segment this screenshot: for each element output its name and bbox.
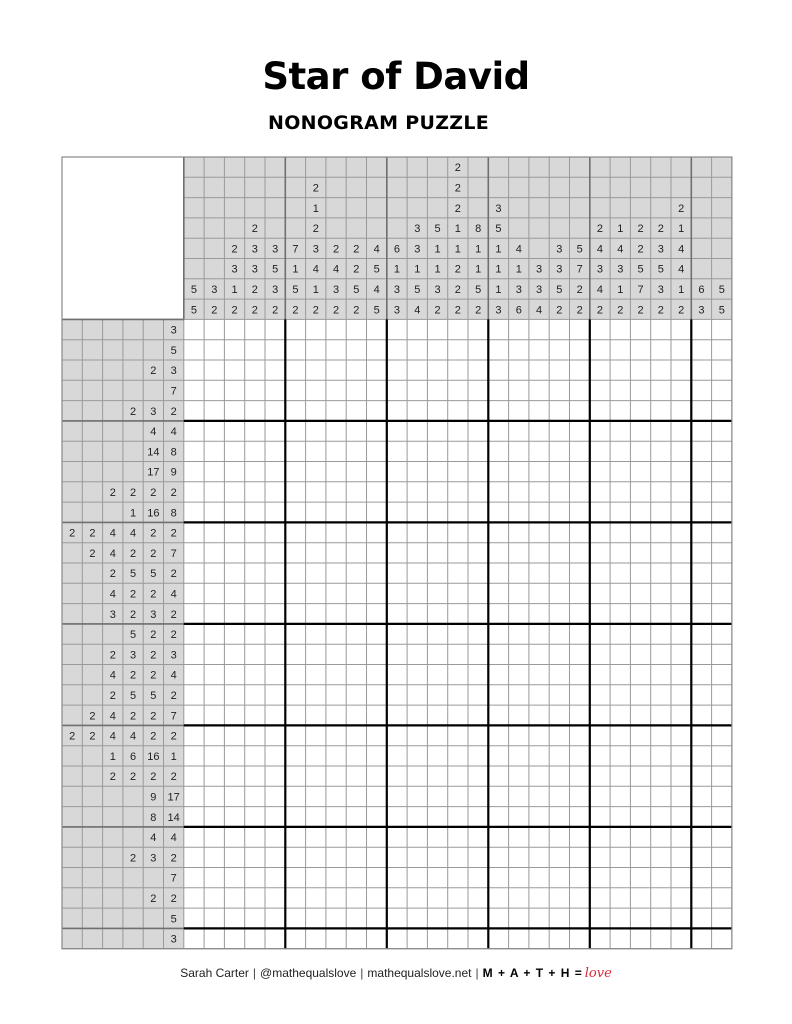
column-clue-number: 2 — [637, 223, 644, 236]
row-clue-number: 2 — [150, 629, 157, 642]
column-clue-number: 2 — [231, 243, 238, 256]
column-clue-number: 5 — [657, 263, 664, 276]
row-clue-number: 2 — [170, 608, 177, 621]
row-clue-number: 16 — [147, 750, 160, 763]
row-clue-number: 8 — [170, 507, 177, 520]
row-clue-number: 4 — [109, 547, 116, 560]
column-clue-number: 4 — [596, 283, 604, 296]
column-clue-number: 6 — [393, 243, 401, 256]
column-clue-number: 2 — [454, 283, 461, 296]
row-clue-number: 5 — [150, 689, 157, 702]
row-clue-number: 17 — [167, 791, 180, 804]
row-clue-number: 2 — [150, 365, 157, 378]
column-clue-number: 3 — [272, 283, 279, 296]
row-clue-number: 2 — [170, 730, 177, 743]
column-clue-number: 2 — [353, 263, 360, 276]
row-clue-number: 2 — [109, 771, 116, 784]
column-clue-number: 1 — [414, 263, 421, 276]
column-clue-number: 1 — [434, 263, 441, 276]
column-clue-number: 7 — [292, 243, 299, 256]
row-clue-number: 1 — [129, 507, 137, 520]
column-clue-number: 3 — [332, 283, 340, 296]
column-clue-number: 1 — [393, 263, 401, 276]
footer-brand-text: M + A + T + H = — [482, 966, 583, 980]
column-clue-number: 4 — [332, 263, 340, 276]
page-subtitle: NONOGRAM PUZZLE — [268, 112, 490, 134]
row-clue-number: 2 — [150, 588, 157, 601]
column-clue-number: 5 — [718, 304, 725, 317]
row-clue-number: 2 — [109, 486, 116, 499]
column-clue-number: 2 — [596, 304, 604, 317]
row-clue-number: 2 — [170, 771, 177, 784]
row-clue-number: 2 — [129, 486, 137, 499]
column-clue-number: 4 — [312, 263, 319, 276]
column-clue-number: 2 — [637, 304, 644, 317]
column-clue-number: 2 — [596, 223, 604, 236]
column-clue-number: 8 — [475, 223, 482, 236]
column-clue-number: 3 — [556, 263, 563, 276]
row-clue-number: 14 — [167, 811, 180, 824]
column-clue-number: 7 — [637, 283, 644, 296]
column-clue-number: 2 — [353, 243, 360, 256]
footer: Sarah Carter | @mathequalslove | mathequalslove.net | M + A + T + H = love — [180, 966, 612, 981]
row-clue-number: 1 — [109, 750, 116, 763]
column-clue-number: 1 — [231, 283, 238, 296]
column-clue-number: 5 — [190, 304, 198, 317]
row-clue-number: 2 — [150, 527, 157, 540]
row-clue-number: 2 — [150, 892, 157, 905]
row-clue-number: 4 — [170, 426, 177, 439]
column-clue-number: 2 — [332, 243, 340, 256]
row-clue-number: 14 — [147, 446, 160, 459]
row-clue-number: 2 — [150, 649, 157, 662]
column-clue-number: 1 — [515, 263, 522, 276]
column-clue-number: 5 — [556, 283, 563, 296]
row-clue-number: 2 — [170, 689, 177, 702]
column-clue-number: 1 — [617, 283, 624, 296]
column-clue-number: 3 — [495, 304, 502, 317]
column-clue-number: 5 — [272, 263, 279, 276]
row-clue-number: 5 — [170, 344, 177, 357]
row-clue-number: 6 — [129, 750, 137, 763]
corner-blank-cell — [62, 157, 184, 319]
column-clue-number: 2 — [292, 304, 299, 317]
row-clue-number: 7 — [170, 710, 177, 723]
row-clue-number: 4 — [109, 527, 116, 540]
row-clue-number: 5 — [150, 568, 157, 581]
column-clue-number: 3 — [414, 223, 421, 236]
row-clue-number: 7 — [170, 547, 177, 560]
column-clue-number: 3 — [556, 243, 563, 256]
column-clue-number: 5 — [576, 243, 583, 256]
row-clue-number: 3 — [170, 933, 177, 946]
column-clue-number: 2 — [353, 304, 360, 317]
column-clue-number: 2 — [312, 304, 319, 317]
column-clue-number: 4 — [515, 243, 522, 256]
column-clue-number: 2 — [657, 304, 664, 317]
column-clue-number: 2 — [576, 283, 583, 296]
column-clue-number: 1 — [312, 283, 319, 296]
column-clue-number: 1 — [434, 243, 441, 256]
row-clue-number: 4 — [109, 730, 116, 743]
row-clue-number: 2 — [89, 547, 96, 560]
row-clue-number: 8 — [150, 811, 157, 824]
row-clue-number: 2 — [69, 730, 76, 743]
column-clue-number: 3 — [434, 283, 441, 296]
row-clue-number: 3 — [109, 608, 116, 621]
footer-brand-love: love — [584, 966, 612, 981]
row-clue-number: 2 — [170, 405, 177, 418]
row-clue-number: 16 — [147, 507, 160, 520]
column-clue-number: 1 — [454, 223, 461, 236]
column-clue-number: 1 — [617, 223, 624, 236]
row-clue-number: 2 — [89, 527, 96, 540]
row-clue-number: 4 — [109, 669, 116, 682]
column-clue-number: 5 — [414, 283, 421, 296]
row-clue-number: 1 — [170, 750, 177, 763]
column-clue-number: 2 — [211, 304, 218, 317]
column-clue-number: 2 — [312, 223, 319, 236]
row-clue-number: 3 — [170, 365, 177, 378]
row-clue-number: 3 — [150, 852, 157, 865]
column-clue-number: 5 — [495, 223, 502, 236]
column-clue-number: 2 — [454, 263, 461, 276]
column-clue-number: 2 — [475, 304, 482, 317]
row-clue-number: 9 — [150, 791, 157, 804]
column-clue-number: 3 — [596, 263, 604, 276]
row-clue-number: 4 — [150, 426, 157, 439]
row-clue-number: 2 — [109, 689, 116, 702]
column-clue-number: 2 — [637, 243, 644, 256]
row-clue-number: 2 — [170, 852, 177, 865]
column-clue-number: 3 — [393, 304, 401, 317]
row-clue-number: 3 — [170, 324, 177, 337]
column-clue-number: 1 — [475, 263, 482, 276]
column-clue-number: 5 — [637, 263, 644, 276]
column-clue-number: 4 — [535, 304, 543, 317]
row-clue-number: 4 — [109, 710, 116, 723]
row-clue-number: 4 — [170, 832, 177, 845]
row-clue-number: 5 — [129, 629, 137, 642]
column-clue-number: 2 — [231, 304, 238, 317]
column-clue-number: 5 — [373, 304, 380, 317]
column-clue-number: 1 — [495, 243, 502, 256]
column-clue-number: 3 — [617, 263, 624, 276]
row-clue-number: 2 — [129, 710, 137, 723]
column-clue-number: 2 — [454, 162, 461, 175]
column-clue-number: 3 — [312, 243, 319, 256]
column-clue-number: 2 — [454, 202, 461, 215]
column-clue-number: 2 — [434, 304, 441, 317]
column-clue-number: 5 — [434, 223, 441, 236]
column-clue-number: 3 — [657, 243, 664, 256]
column-clue-number: 2 — [332, 304, 340, 317]
row-clue-number: 2 — [89, 730, 96, 743]
row-clue-number: 7 — [170, 385, 177, 398]
column-clue-number: 5 — [190, 283, 198, 296]
row-clue-number: 2 — [89, 710, 96, 723]
column-clue-number: 2 — [454, 304, 461, 317]
row-clue-number: 5 — [129, 689, 137, 702]
column-clue-number: 1 — [475, 243, 482, 256]
row-clue-number: 2 — [170, 892, 177, 905]
row-clue-number: 4 — [129, 730, 137, 743]
column-clue-number: 3 — [211, 283, 218, 296]
column-clue-number: 2 — [454, 182, 461, 195]
column-clue-number: 2 — [251, 223, 258, 236]
row-clue-number: 5 — [170, 913, 177, 926]
row-clue-number: 2 — [170, 629, 177, 642]
column-clue-number: 3 — [535, 263, 543, 276]
row-clue-number: 2 — [150, 710, 157, 723]
column-clue-number: 1 — [454, 243, 461, 256]
row-clue-number: 2 — [129, 669, 137, 682]
column-clue-number: 4 — [678, 263, 685, 276]
row-clue-number: 2 — [170, 568, 177, 581]
row-clue-number: 17 — [147, 466, 160, 479]
column-clue-number: 5 — [292, 283, 299, 296]
column-clue-number: 3 — [393, 283, 401, 296]
column-clue-number: 1 — [495, 283, 502, 296]
row-clue-number: 2 — [129, 547, 137, 560]
column-clue-number: 2 — [251, 283, 258, 296]
column-clue-number: 6 — [698, 283, 705, 296]
column-clue-number: 6 — [515, 304, 522, 317]
column-clue-number: 3 — [251, 243, 258, 256]
column-clue-number: 2 — [312, 182, 319, 195]
row-clue-number: 2 — [109, 649, 116, 662]
column-clue-number: 1 — [312, 202, 319, 215]
row-clue-number: 8 — [170, 446, 177, 459]
column-clue-number: 2 — [272, 304, 279, 317]
column-clue-number: 2 — [556, 304, 563, 317]
column-clue-number: 7 — [576, 263, 583, 276]
row-clue-number: 4 — [150, 832, 157, 845]
row-clue-number: 7 — [170, 872, 177, 885]
column-clue-number: 4 — [373, 283, 380, 296]
column-clue-number: 4 — [414, 304, 421, 317]
column-clue-number: 3 — [657, 283, 664, 296]
row-clue-number: 2 — [109, 568, 116, 581]
row-clue-number: 4 — [170, 588, 177, 601]
column-clue-number: 1 — [678, 223, 685, 236]
row-clue-number: 2 — [170, 527, 177, 540]
column-clue-number: 3 — [272, 243, 279, 256]
row-clue-number: 9 — [170, 466, 177, 479]
column-clue-number: 3 — [535, 283, 543, 296]
row-clue-number: 2 — [150, 730, 157, 743]
row-clue-number: 3 — [129, 649, 137, 662]
column-clue-number: 4 — [678, 243, 685, 256]
column-clue-number: 4 — [596, 243, 604, 256]
column-clue-number: 2 — [657, 223, 664, 236]
page-title: Star of David — [262, 55, 530, 98]
column-clue-number: 3 — [414, 243, 421, 256]
row-clue-number: 2 — [129, 852, 137, 865]
row-clue-number: 4 — [170, 669, 177, 682]
column-clue-number: 2 — [576, 304, 583, 317]
row-clue-number: 2 — [129, 405, 137, 418]
column-clue-number: 1 — [678, 283, 685, 296]
row-clue-number: 5 — [129, 568, 137, 581]
footer-author: Sarah Carter — [180, 966, 249, 980]
column-clue-number: 5 — [373, 263, 380, 276]
column-clue-number: 3 — [231, 263, 238, 276]
row-clue-number: 4 — [109, 588, 116, 601]
column-clue-number: 3 — [515, 283, 522, 296]
row-clue-number: 4 — [129, 527, 137, 540]
row-clue-number: 3 — [150, 405, 157, 418]
column-clue-number: 2 — [678, 304, 685, 317]
column-clue-number: 3 — [495, 202, 502, 215]
column-clue-number: 2 — [251, 304, 258, 317]
row-clue-number: 2 — [150, 771, 157, 784]
column-clue-number: 2 — [617, 304, 624, 317]
row-clue-number: 2 — [150, 486, 157, 499]
row-clue-number: 2 — [69, 527, 76, 540]
row-clue-number: 2 — [129, 608, 137, 621]
column-clue-number: 3 — [698, 304, 705, 317]
footer-handle: @mathequalslove — [260, 966, 357, 980]
row-clue-number: 2 — [170, 486, 177, 499]
footer-website: mathequalslove.net — [367, 966, 472, 980]
row-clue-number: 2 — [150, 669, 157, 682]
column-clue-number: 4 — [373, 243, 380, 256]
column-clue-number: 3 — [251, 263, 258, 276]
column-clue-number: 4 — [617, 243, 624, 256]
column-clue-number: 5 — [475, 283, 482, 296]
row-clue-number: 2 — [129, 588, 137, 601]
column-clue-number: 2 — [678, 202, 685, 215]
row-clue-number: 2 — [150, 547, 157, 560]
row-clue-number: 3 — [150, 608, 157, 621]
column-clue-number: 1 — [292, 263, 299, 276]
column-clue-number: 1 — [495, 263, 502, 276]
column-clue-number: 5 — [353, 283, 360, 296]
row-clue-number: 2 — [129, 771, 137, 784]
column-clue-number: 5 — [718, 283, 725, 296]
row-clue-number: 3 — [170, 649, 177, 662]
